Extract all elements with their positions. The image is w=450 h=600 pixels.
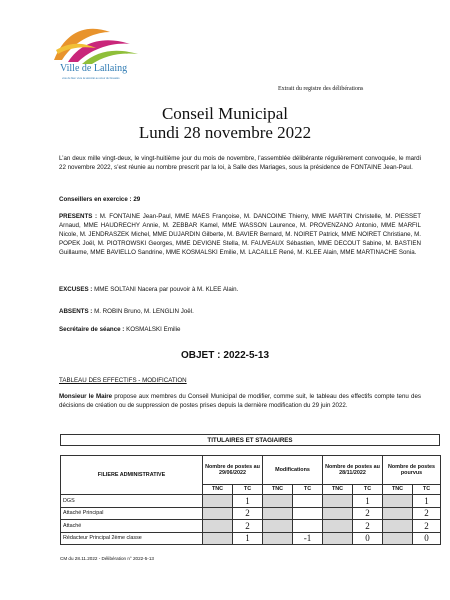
intro-paragraph: L’an deux mille vingt-deux, le vingt-huitième jour du mois de novembre, l’assemblée délibérante régulièrement convoquée, le mardi 22 novembre 2022, s’est réunie au nombre prescrit par la loi, à Salle des Mariages, sous la présidence de FONTAINE Jean-Paul. [59, 155, 421, 171]
cell [323, 495, 353, 508]
secretaire-text: KOSMALSKI Emilie [126, 326, 181, 333]
cell: 2 [233, 520, 263, 533]
cell [263, 495, 293, 508]
conseillers-label: Conseillers en exercice : [59, 196, 132, 203]
subheader-tc: TC [233, 485, 263, 495]
logo-waves-icon [52, 22, 142, 66]
table-row [61, 507, 441, 520]
row-label: Attaché [61, 520, 203, 533]
logo-tagline: voie du bien vivre la sérénité au cœur du Douaisis [62, 77, 120, 80]
table-row [61, 520, 441, 533]
objet-label: OBJET : [180, 350, 221, 361]
section-heading: TABLEAU DES EFFECTIFS - MODIFICATION [59, 377, 187, 384]
cell [263, 507, 293, 520]
cell: 2 [233, 507, 263, 520]
cell [293, 520, 323, 533]
document-title: Conseil Municipal [161, 104, 289, 123]
cell [323, 507, 353, 520]
absents-line [59, 308, 421, 317]
cell [293, 495, 323, 508]
page-footer: CM du 28.11.2022 - Délibération n° 2022-5-13 [60, 556, 154, 561]
presents-list: M. FONTAINE Jean-Paul, MME MAES Françoise, M. DANCOINE Thierry, MME MARTIN Christelle, M. PIESSET Arnaud, MME HAUDRECHY Annie, M. ZEBBAR Kamel, MME WASSON Laurence, M. PROVENZANO Antonio, MME MARFIL Nicole, M. JENDRASZEK Michel, MME DUJARDIN Gilberte, M. BAVIER Bernard, M. NOIRET Patrick, MME NOIRET Christiane, M. POPEK Joël, M. PIOTROWSKI Georges, MME DEVIGNE Stella, M. FAUVEAUX Sébastien, MME DECOUT Sabine, M. BASTIEN Guillaume, MME BAVIELLO Sandrine, MME KOSMALSKI Emilie, M. LACAILLE René, M. KLEE Alain, MME MARTINACHE Sonia. [59, 213, 421, 256]
group-header: Nombre de postes au 28/11/2022 [323, 456, 383, 485]
extract-label: Extrait du registre des délibérations [278, 86, 364, 92]
subheader-tnc: TNC [263, 485, 293, 495]
group-header: Nombre de postes au 29/06/2022 [203, 456, 263, 485]
cell [203, 532, 233, 545]
excuses-label: EXCUSES : [59, 286, 93, 293]
table-title: TITULAIRES ET STAGIAIRES [60, 434, 440, 446]
cell [383, 507, 413, 520]
secretaire-label: Secrétaire de séance : [59, 326, 125, 333]
modification-paragraph [59, 393, 421, 411]
cell: 1 [233, 532, 263, 545]
cell [263, 532, 293, 545]
cell: 1 [233, 495, 263, 508]
absents-text: M. ROBIN Bruno, M. LENGLIN Joël. [94, 308, 194, 315]
group-header: Modifications [263, 456, 323, 485]
cell [323, 532, 353, 545]
cell: -1 [293, 532, 323, 545]
objet-value: 2022-5-13 [223, 350, 270, 361]
presents-paragraph [59, 213, 421, 258]
cell [263, 520, 293, 533]
secretaire-line [59, 326, 421, 335]
modification-text: propose aux membres du Conseil Municipal de modifier, comme suit, le tableau des effectifs compte tenu des décisions de création ou de suppression de postes prises depuis la dernière modification du 29 juin 2022. [59, 393, 421, 409]
cell: 2 [413, 507, 441, 520]
cell [383, 520, 413, 533]
subheader-tc: TC [353, 485, 383, 495]
group-header: Nombre de postes pourvus [383, 456, 441, 485]
lallaing-logo [52, 22, 142, 92]
cell [203, 507, 233, 520]
subheader-tc: TC [413, 485, 441, 495]
excuses-text: MME SOLTANI Nacera par pouvoir à M. KLEE Alain. [94, 286, 239, 293]
objet-heading [0, 350, 450, 361]
cell [323, 520, 353, 533]
subheader-tc: TC [293, 485, 323, 495]
conseillers-value: 29 [133, 196, 141, 203]
row-label: DGS [61, 495, 203, 508]
subheader-tnc: TNC [383, 485, 413, 495]
conseillers-line [59, 196, 421, 205]
row-label: Attaché Principal [61, 507, 203, 520]
cell: 2 [353, 507, 383, 520]
subheader-tnc: TNC [203, 485, 233, 495]
cell: 2 [413, 520, 441, 533]
excuses-line [59, 286, 421, 295]
subheader-tnc: TNC [323, 485, 353, 495]
cell [203, 520, 233, 533]
cell: 2 [353, 520, 383, 533]
table-row [61, 495, 441, 508]
absents-label: ABSENTS : [59, 308, 93, 315]
document-date: Lundi 28 novembre 2022 [138, 123, 312, 142]
cell: 0 [413, 532, 441, 545]
row-label: Rédacteur Principal 2ème classe [61, 532, 203, 545]
cell [383, 495, 413, 508]
cell [383, 532, 413, 545]
cell: 1 [413, 495, 441, 508]
logo-name: Ville de Lallaing [60, 63, 128, 74]
cell: 0 [353, 532, 383, 545]
filiere-header: FILIERE ADMINISTRATIVE [61, 456, 203, 495]
table-row [61, 532, 441, 545]
presents-label: PRESENTS : [59, 213, 98, 220]
effectifs-table [60, 455, 441, 545]
cell [203, 495, 233, 508]
cell: 1 [353, 495, 383, 508]
cell [293, 507, 323, 520]
modification-speaker: Monsieur le Maire [59, 393, 113, 400]
